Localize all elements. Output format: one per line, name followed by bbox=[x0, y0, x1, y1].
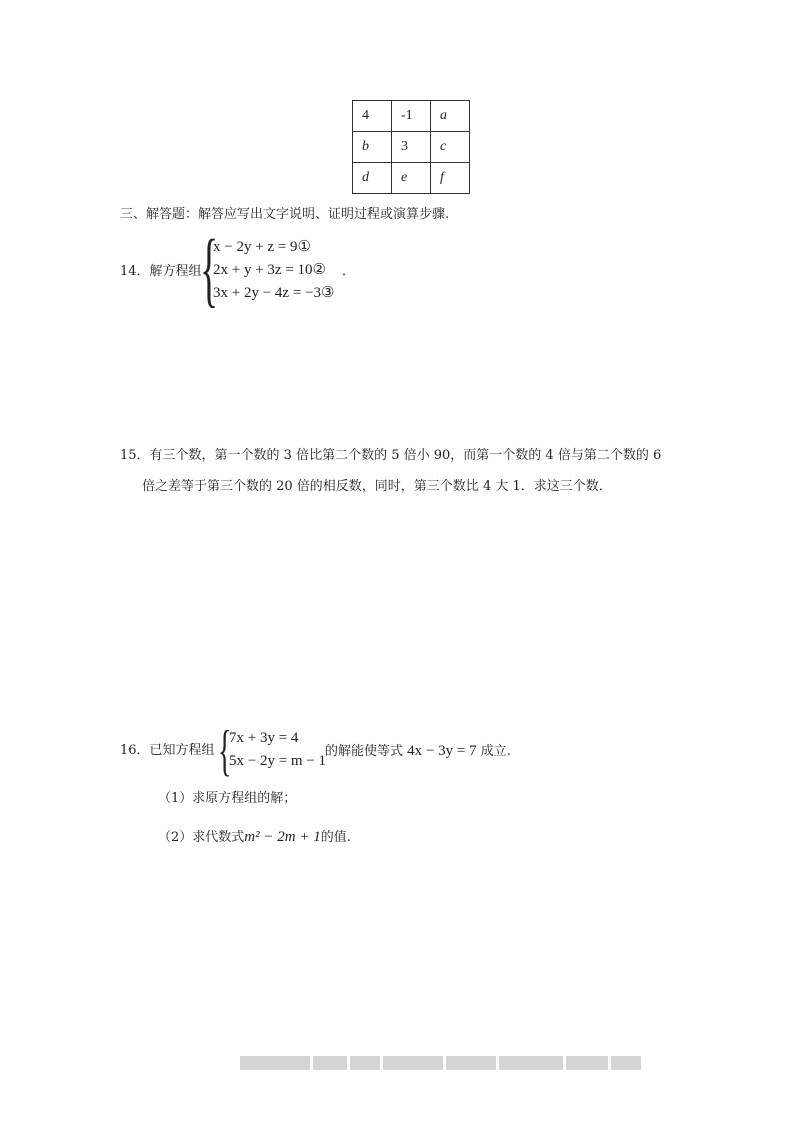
table-row bbox=[353, 101, 470, 132]
table-cell: c bbox=[431, 132, 470, 163]
q16-stem-after: 成立. bbox=[480, 744, 511, 759]
blurred-footer bbox=[240, 1056, 641, 1070]
q16-part-1: （1）求原方程组的解； bbox=[158, 791, 297, 806]
table-cell: 3 bbox=[392, 132, 431, 163]
section-heading: 三、解答题：解答应写出文字说明、证明过程或演算步骤. bbox=[120, 207, 450, 222]
table-cell: d bbox=[353, 163, 392, 194]
table-cell: 4 bbox=[353, 101, 392, 132]
table-cell: -1 bbox=[392, 101, 431, 132]
q16-condition: 4x − 3y = 7 bbox=[407, 743, 477, 759]
q16-equation-1: 7x + 3y = 4 bbox=[229, 730, 299, 746]
q16-label bbox=[120, 741, 215, 761]
table-row bbox=[353, 163, 470, 194]
q16-expression: m² − 2m + 1 bbox=[244, 829, 321, 845]
q16-system bbox=[229, 727, 326, 773]
q16-number: 16． bbox=[120, 743, 150, 758]
table-row bbox=[353, 132, 470, 163]
q14-system bbox=[213, 236, 334, 305]
q16-stem: 已知方程组 bbox=[149, 743, 215, 758]
q16-part-2-suffix: 的值. bbox=[320, 830, 351, 845]
table-cell: b bbox=[353, 132, 392, 163]
q14-label bbox=[120, 262, 202, 282]
q14-equation-1: x − 2y + z = 9① bbox=[213, 239, 311, 255]
table-cell: a bbox=[431, 101, 470, 132]
q16-mid bbox=[325, 741, 511, 762]
q15-line-2: 倍之差等于第三个数的 20 倍的相反数，同时，第三个数比 4 大 1．求这三个数． bbox=[142, 479, 612, 494]
q16-equation-2: 5x − 2y = m − 1 bbox=[229, 753, 327, 769]
q14-equation-2: 2x + y + 3z = 10② bbox=[213, 262, 326, 278]
table-cell: e bbox=[392, 163, 431, 194]
table-cell: f bbox=[431, 163, 470, 194]
q14-end: ． bbox=[342, 264, 356, 279]
q15-line-1: 15．有三个数，第一个数的 3 倍比第二个数的 5 倍小 90，而第一个数的 4 倍与第二个数的 6 bbox=[120, 448, 662, 463]
q14-number: 14． bbox=[120, 264, 150, 279]
q16-part-2-prefix: （2）求代数式 bbox=[158, 830, 245, 845]
q16-stem-mid: 的解能使等式 bbox=[325, 744, 404, 759]
q16-brace: { bbox=[218, 720, 232, 782]
number-grid bbox=[352, 100, 470, 194]
q14-stem: 解方程组 bbox=[149, 264, 202, 279]
q14-equation-3: 3x + 2y − 4z = −3③ bbox=[213, 285, 335, 301]
q14-brace: { bbox=[200, 223, 219, 316]
q16-part-2 bbox=[158, 827, 351, 848]
